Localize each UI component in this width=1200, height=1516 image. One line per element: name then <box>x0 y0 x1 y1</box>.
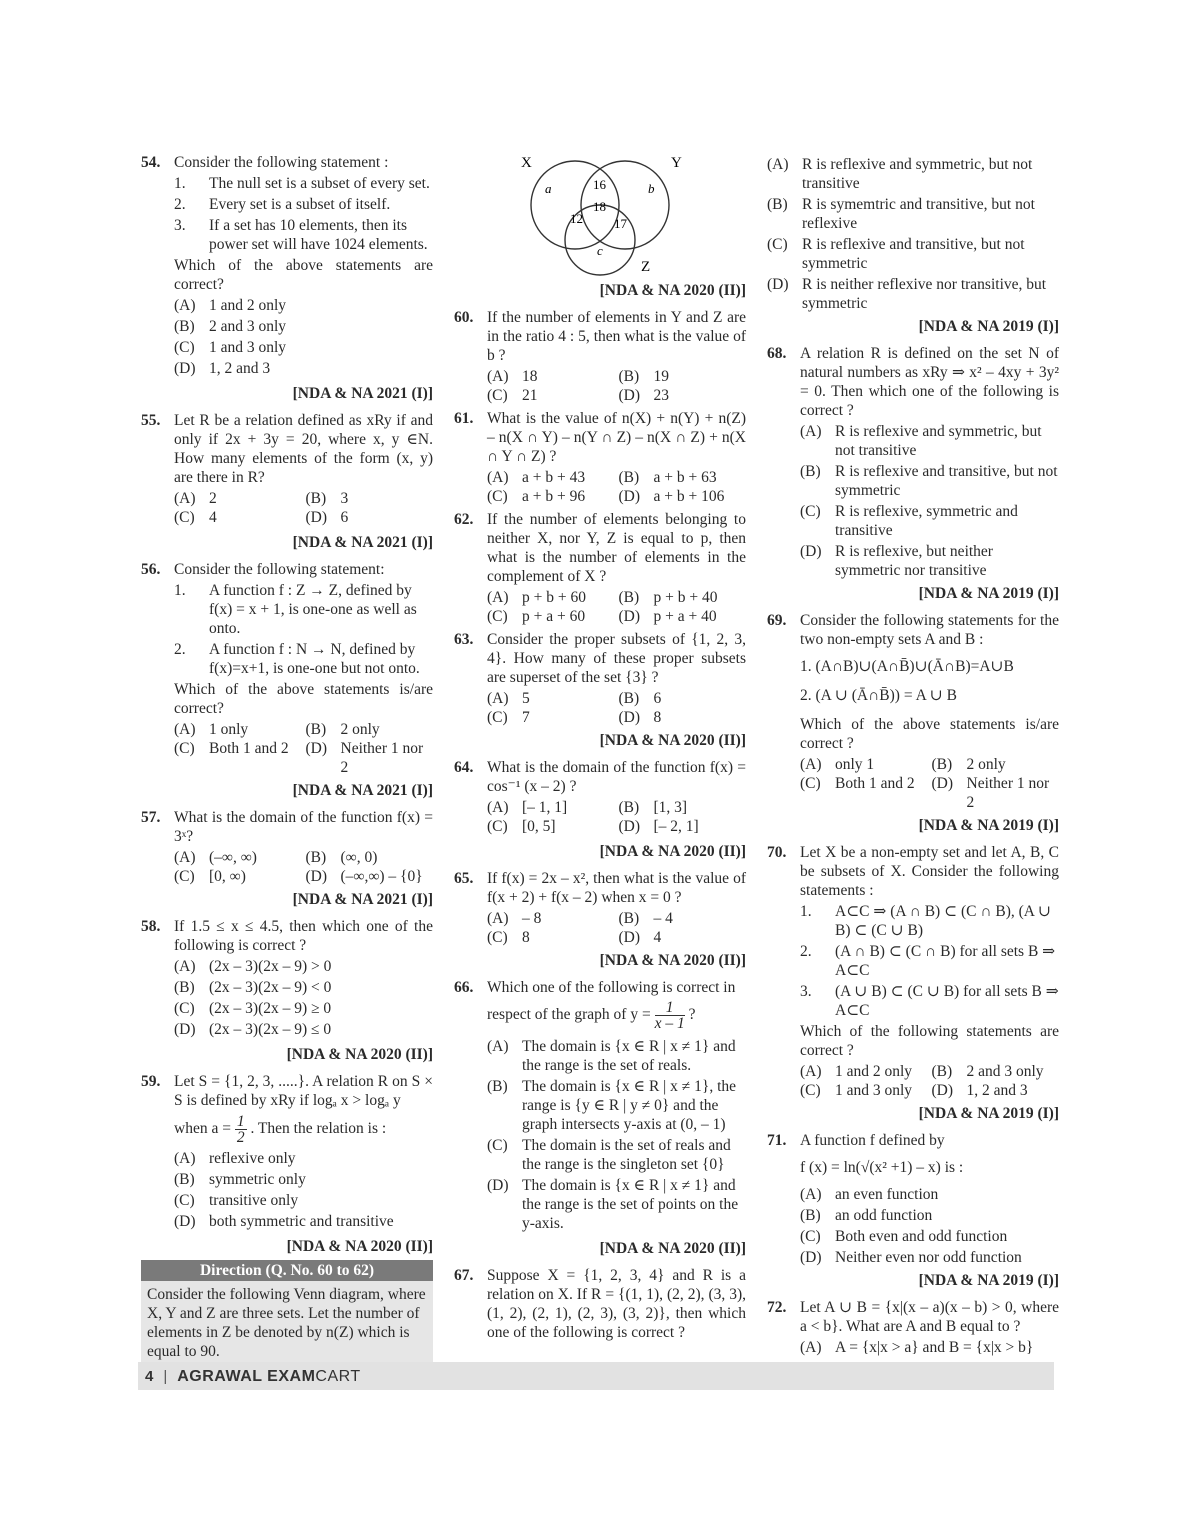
question-text: Let S = {1, 2, 3, .....}. A relation R on S × S is defined by xRy if logₐ x > logₐ y <box>174 1073 433 1109</box>
question-text: Let X be a non-empty set and let A, B, C be subsets of X. Consider the following statements : <box>800 844 1059 899</box>
question-57 <box>141 808 433 886</box>
option-c[interactable]: (C) Both 1 and 2 <box>800 775 915 792</box>
option-b[interactable]: (B) The domain is {x ∈ R | x ≠ 1}, the range is {y ∈ R | y ≠ 0} and the graph intersects y-axis at (0, – 1) <box>487 1078 737 1133</box>
question-text: If the number of elements in Y and Z are in the ratio 4 : 5, then what is the value of b ? <box>487 309 746 364</box>
option-a[interactable]: (A) (–∞, ∞) <box>174 849 257 866</box>
options-grid <box>800 755 1059 812</box>
region-18: 18 <box>593 199 606 214</box>
question-text: If f(x) = 2x – x², then what is the value of f(x + 2) + f(x – 2) when x = 0 ? <box>487 870 746 906</box>
option-b[interactable]: (B) 19 <box>618 368 669 385</box>
statement-item: 3. If a set has 10 elements, then its power set will have 1024 elements. <box>174 217 428 253</box>
question-62 <box>454 510 746 626</box>
statement-item: 3. (A ∪ B) ⊂ (C ∪ B) for all sets B ⇒ A⊂C <box>800 983 1059 1019</box>
option-c[interactable]: (C) a + b + 96 <box>487 488 586 505</box>
question-text: A relation R is defined on the set N of natural numbers as xRy ⇒ x² – 4xy + 3y² = 0. Then which one of the following is correct ? <box>800 345 1059 419</box>
direction-heading: Direction (Q. No. 60 to 62) <box>141 1260 433 1281</box>
option-a[interactable]: (A) 2 <box>174 490 217 507</box>
question-number: 68. <box>767 345 787 362</box>
exam-source: [NDA & NA 2020 (II)] <box>599 732 746 749</box>
question-59 <box>141 1072 433 1231</box>
options-grid <box>487 798 746 836</box>
options-grid <box>487 367 746 405</box>
question-text: Let R be a relation defined as xRy if and only if 2x + 3y = 20, where x, y ∈N. How many elements of the form (x, y) are there in R? <box>174 412 433 486</box>
option-d[interactable]: (D) 4 <box>618 929 662 946</box>
question-number: 55. <box>141 412 161 429</box>
option-a[interactable]: (A) A = {x|x > a} and B = {x|x > b} <box>800 1339 1034 1356</box>
question-text: A function f defined by <box>800 1132 945 1149</box>
question-text: If the number of elements belonging to neither X, nor Y, Z is equal to p, then what is the number of elements in the complement of X ? <box>487 511 746 585</box>
question-58 <box>141 917 433 1039</box>
question-67-options <box>767 155 1059 313</box>
question-prompt: Which of the following statements are correct ? <box>800 1023 1059 1059</box>
question-number: 58. <box>141 918 161 935</box>
option-b[interactable]: (B) 6 <box>618 690 662 707</box>
question-text-formula: respect of the graph of y = $\frac{1}{x - 1}$ ? <box>487 999 696 1032</box>
option-d[interactable]: (D) 1, 2 and 3 <box>174 360 271 377</box>
statement-item: 1. The null set is a subset of every set. <box>174 175 430 192</box>
option-c[interactable]: (C) 1 and 3 only <box>800 1082 913 1099</box>
option-c[interactable]: (C) (2x – 3)(2x – 9) ≥ 0 <box>174 1000 332 1017</box>
statement-item: 2. (A ∩ B) ⊂ (C ∩ B) for all sets B ⇒ A⊂C <box>800 943 1056 979</box>
option-c[interactable]: (C) 21 <box>487 387 538 404</box>
question-55 <box>141 411 433 527</box>
question-text: What is the domain of the function f(x) = 3ˣ? <box>174 809 433 845</box>
exam-source: [NDA & NA 2020 (II)] <box>286 1238 433 1255</box>
statement-item: 1. A function f : Z → Z, defined by f(x) = x + 1, is one-one as well as onto. <box>174 582 417 637</box>
option-d[interactable]: (D) (–∞,∞) – {0} <box>305 868 423 885</box>
exam-source: [NDA & NA 2020 (II)] <box>599 843 746 860</box>
option-d[interactable]: (D) a + b + 106 <box>618 488 725 505</box>
question-60 <box>454 308 746 405</box>
option-a[interactable]: (A) reflexive only <box>174 1150 296 1167</box>
option-b[interactable]: (B) 3 <box>305 490 349 507</box>
question-text: Suppose X = {1, 2, 3, 4} and R is a relation on X. If R = {(1, 1), (2, 2), (3, 3), (1, 2), (2, 1), (2, 3), (3, 2)}, then which one of the following is correct ? <box>487 1267 746 1341</box>
question-text: Consider the following statement: <box>174 561 385 578</box>
exam-source: [NDA & NA 2020 (II)] <box>599 282 746 299</box>
options-grid <box>800 1062 1059 1100</box>
statement-item: 2. A function f : N → N, defined by f(x)=x+1, is one-one but not onto. <box>174 641 420 677</box>
question-text: If 1.5 ≤ x ≤ 4.5, then which one of the following is correct ? <box>174 918 433 954</box>
exam-source: [NDA & NA 2019 (I)] <box>918 817 1059 834</box>
question-number: 61. <box>454 410 474 427</box>
exam-source: [NDA & NA 2021 (I)] <box>292 891 433 908</box>
region-a: a <box>545 181 552 196</box>
question-number: 69. <box>767 612 787 629</box>
question-prompt: Which of the above statements are correct? <box>174 257 433 293</box>
option-c[interactable]: (C) R is reflexive and transitive, but not symmetric <box>767 236 1025 272</box>
page-number: 4 <box>145 1367 154 1385</box>
option-c[interactable]: (C) 7 <box>487 709 530 726</box>
question-text: What is the value of n(X) + n(Y) + n(Z) – n(X ∩ Y) – n(Y ∩ Z) – n(X ∩ Z) + n(X ∩ Y ∩ Z) ? <box>487 410 746 465</box>
option-d[interactable]: (D) 8 <box>618 709 662 726</box>
option-c[interactable]: (C) transitive only <box>174 1192 299 1209</box>
option-c[interactable]: (C) [0, ∞) <box>174 868 246 885</box>
region-12: 12 <box>570 211 583 226</box>
options-grid <box>487 909 746 947</box>
question-56 <box>141 560 433 777</box>
option-a[interactable]: (A) The domain is {x ∈ R | x ≠ 1} and the range is the set of reals. <box>487 1038 736 1074</box>
exam-source: [NDA & NA 2019 (I)] <box>918 1105 1059 1122</box>
question-text: What is the domain of the function f(x) = cos⁻¹ (x – 2) ? <box>487 759 746 795</box>
column-left <box>141 153 433 1365</box>
label-y: Y <box>671 155 682 171</box>
exam-source: [NDA & NA 2019 (I)] <box>918 585 1059 602</box>
footer-separator: | <box>163 1367 168 1385</box>
question-prompt: Which of the above statements is/are correct? <box>174 681 433 717</box>
label-x: X <box>521 155 532 171</box>
option-b[interactable]: (B) R is reflexive and transitive, but not symmetric <box>800 463 1058 499</box>
exam-source: [NDA & NA 2020 (II)] <box>286 1046 433 1063</box>
fraction: $\frac{1}{2}$ <box>236 1113 245 1146</box>
option-a[interactable]: (A) R is reflexive and symmetric, but not transitive <box>767 156 1033 192</box>
question-72 <box>767 1298 1059 1357</box>
question-text: Let A ∪ B = {x|(x – a)(x – b) > 0, where a < b}. What are A and B equal to ? <box>800 1299 1059 1335</box>
column-middle <box>454 153 746 1346</box>
question-text: Consider the proper subsets of {1, 2, 3, 4}. How many of these proper subsets are superset of the set {3} ? <box>487 631 746 686</box>
option-a[interactable]: (A) 18 <box>487 368 538 385</box>
question-number: 54. <box>141 154 161 171</box>
column-right <box>767 153 1059 1361</box>
option-b[interactable]: (B) 2 only <box>305 721 380 738</box>
brand-logo-text-light: CART <box>315 1367 361 1385</box>
question-70 <box>767 843 1059 1100</box>
question-65 <box>454 869 746 947</box>
options-grid <box>487 468 746 506</box>
option-d[interactable]: (D) R is reflexive, but neither symmetric nor transitive <box>800 543 993 579</box>
option-d[interactable]: (D) both symmetric and transitive <box>174 1213 394 1230</box>
option-b[interactable]: (B) [1, 3] <box>618 799 688 816</box>
question-number: 60. <box>454 309 474 326</box>
question-prompt: Which of the above statements is/are correct ? <box>800 716 1059 752</box>
question-63 <box>454 630 746 727</box>
option-d[interactable]: (D) 1, 2 and 3 <box>931 1082 1028 1099</box>
option-a[interactable]: (A) – 8 <box>487 910 542 927</box>
option-c[interactable]: (C) 1 and 3 only <box>174 339 287 356</box>
question-text: Consider the following statement : <box>174 154 389 171</box>
option-a[interactable]: (A) 1 only <box>174 721 249 738</box>
exam-source: [NDA & NA 2021 (I)] <box>292 782 433 799</box>
options-grid <box>487 689 746 727</box>
question-66 <box>454 978 746 1233</box>
page-footer <box>138 1362 1054 1390</box>
option-d[interactable]: (D) Neither 1 nor 2 <box>305 740 424 776</box>
question-number: 65. <box>454 870 474 887</box>
options-grid <box>487 588 746 626</box>
question-text: Which one of the following is correct in <box>487 979 736 996</box>
question-68 <box>767 344 1059 580</box>
question-text: Consider the following statements for the two non-empty sets A and B : <box>800 612 1059 648</box>
question-number: 59. <box>141 1073 161 1090</box>
question-61 <box>454 409 746 506</box>
option-c[interactable]: (C) 4 <box>174 509 217 526</box>
option-c[interactable]: (C) The domain is the set of reals and the range is the singleton set {0} <box>487 1137 731 1173</box>
exam-source: [NDA & NA 2020 (II)] <box>599 1240 746 1257</box>
question-number: 62. <box>454 511 474 528</box>
question-number: 64. <box>454 759 474 776</box>
options-grid <box>174 489 433 527</box>
question-64 <box>454 758 746 836</box>
question-number: 66. <box>454 979 474 996</box>
options-grid <box>174 848 433 886</box>
option-c[interactable]: (C) Both even and odd function <box>800 1228 1008 1245</box>
option-d[interactable]: (D) 23 <box>618 387 669 404</box>
region-16: 16 <box>593 177 606 192</box>
option-d[interactable]: (D) Neither 1 nor 2 <box>931 775 1050 811</box>
question-number: 72. <box>767 1299 787 1316</box>
region-17: 17 <box>614 216 627 231</box>
option-a[interactable]: (A) only 1 <box>800 756 875 773</box>
option-a[interactable]: (A) R is reflexive and symmetric, but not transitive <box>800 423 1042 459</box>
option-d[interactable]: (D) The domain is {x ∈ R | x ≠ 1} and the range is the set of points on the y-axis. <box>487 1177 739 1232</box>
statement-item: 1. A⊂C ⇒ (A ∩ B) ⊂ (C ∩ B), (A ∪ B) ⊂ (C ∪ B) <box>800 903 1051 939</box>
fraction: $\frac{1}{x - 1}$ <box>654 999 685 1032</box>
option-c[interactable]: (C) [0, 5] <box>487 818 556 835</box>
option-b[interactable]: (B) p + b + 40 <box>618 589 718 606</box>
option-c[interactable]: (C) p + a + 60 <box>487 608 586 625</box>
exam-source: [NDA & NA 2020 (II)] <box>599 952 746 969</box>
option-a[interactable]: (A) 1 and 2 only <box>174 297 287 314</box>
option-d[interactable]: (D) R is neither reflexive nor transitive, but symmetric <box>767 276 1047 312</box>
options-grid <box>174 720 433 777</box>
region-b: b <box>648 181 655 196</box>
question-number: 70. <box>767 844 787 861</box>
option-d[interactable]: (D) [– 2, 1] <box>618 818 699 835</box>
statement-item: 2. Every set is a subset of itself. <box>174 196 391 213</box>
region-c: c <box>597 243 603 258</box>
label-z: Z <box>641 259 651 275</box>
option-b[interactable]: (B) (2x – 3)(2x – 9) < 0 <box>174 979 332 996</box>
option-a[interactable]: (A) a + b + 43 <box>487 469 586 486</box>
function-formula: f (x) = ln(√(x² +1) – x) is : <box>800 1159 964 1176</box>
option-b[interactable]: (B) (∞, 0) <box>305 849 378 866</box>
option-b[interactable]: (B) R is symemtric and transitive, but not reflexive <box>767 196 1035 232</box>
option-a[interactable]: (A) an even function <box>800 1186 939 1203</box>
option-b[interactable]: (B) 2 and 3 only <box>174 318 287 335</box>
question-number: 67. <box>454 1267 474 1284</box>
question-number: 57. <box>141 809 161 826</box>
option-b[interactable]: (B) a + b + 63 <box>618 469 717 486</box>
exam-source: [NDA & NA 2019 (I)] <box>918 1272 1059 1289</box>
option-a[interactable]: (A) (2x – 3)(2x – 9) > 0 <box>174 958 332 975</box>
option-b[interactable]: (B) – 4 <box>618 910 673 927</box>
question-number: 56. <box>141 561 161 578</box>
option-d[interactable]: (D) Neither even nor odd function <box>800 1249 1022 1266</box>
option-a[interactable]: (A) p + b + 60 <box>487 589 586 606</box>
option-d[interactable]: (D) p + a + 40 <box>618 608 717 625</box>
option-b[interactable]: (B) symmetric only <box>174 1171 306 1188</box>
statement-1: 1. (A∩B)∪(A∩B̄)∪(Ā∩B)=A∪B <box>800 658 1014 675</box>
option-d[interactable]: (D) 6 <box>305 509 349 526</box>
exam-source: [NDA & NA 2021 (I)] <box>292 534 433 551</box>
option-c[interactable]: (C) R is reflexive, symmetric and transitive <box>800 503 1018 539</box>
question-number: 71. <box>767 1132 787 1149</box>
direction-body: Consider the following Venn diagram, where X, Y and Z are three sets. Let the number of elements in Z be denoted by n(Z) which is equal to 90. <box>141 1281 433 1365</box>
option-b[interactable]: (B) an odd function <box>800 1207 933 1224</box>
question-69 <box>767 611 1059 812</box>
option-b[interactable]: (B) 2 and 3 only <box>931 1063 1044 1080</box>
venn-diagram <box>515 153 685 277</box>
brand-logo-text: AGRAWAL EXAM <box>177 1367 316 1385</box>
question-67 <box>454 1266 746 1342</box>
option-c[interactable]: (C) Both 1 and 2 <box>174 740 289 757</box>
question-condition: when a = $\frac{1}{2}$ . Then the relation is : <box>174 1113 387 1146</box>
question-number: 63. <box>454 631 474 648</box>
option-a[interactable]: (A) 5 <box>487 690 530 707</box>
exam-source: [NDA & NA 2021 (I)] <box>292 385 433 402</box>
option-c[interactable]: (C) 8 <box>487 929 530 946</box>
statement-2: 2. (A ∪ (Ā∩B̄)) = A ∪ B <box>800 687 957 704</box>
option-a[interactable]: (A) 1 and 2 only <box>800 1063 913 1080</box>
option-b[interactable]: (B) 2 only <box>931 756 1006 773</box>
option-a[interactable]: (A) [– 1, 1] <box>487 799 568 816</box>
question-71 <box>767 1131 1059 1267</box>
exam-source: [NDA & NA 2019 (I)] <box>918 318 1059 335</box>
option-d[interactable]: (D) (2x – 3)(2x – 9) ≤ 0 <box>174 1021 332 1038</box>
question-54 <box>141 153 433 378</box>
